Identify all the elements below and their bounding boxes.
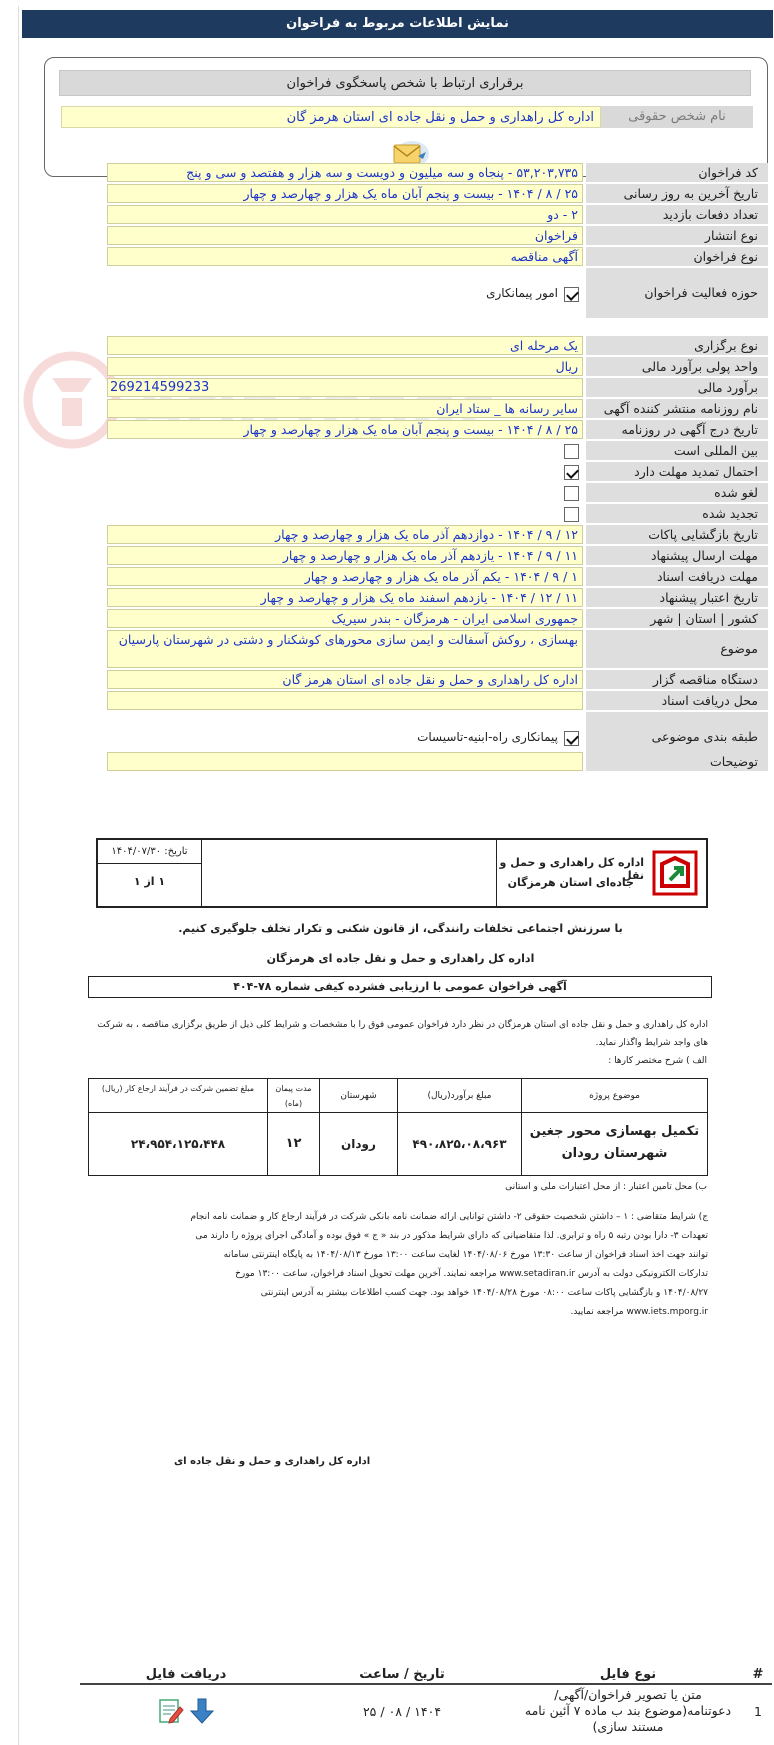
row-currency: [107, 357, 768, 376]
currency-value: ریال: [107, 357, 583, 376]
doc-section-b: ب) محل تامین اعتبار : از محل اعتبارات ملی و استانی: [505, 1182, 707, 1192]
description-value: [107, 752, 583, 771]
row-extension: [107, 462, 768, 481]
table-cell-guarantee: ۲۴،۹۵۴،۱۲۵،۴۴۸: [130, 1137, 226, 1151]
page-header: [22, 10, 773, 38]
files-table: [80, 1665, 772, 1737]
category-label: طبقه بندی موضوعی: [586, 712, 768, 762]
contact-heading: برقراری ارتباط با شخص پاسخگوی فراخوان: [59, 70, 751, 96]
person-value: اداره کل راهداری و حمل و نقل جاده ای استان هرمز گان: [61, 106, 601, 128]
activity-value-wrap: [107, 268, 583, 318]
files-header-date: تاریخ / ساعت: [359, 1667, 445, 1682]
file-row-num: 1: [754, 1703, 762, 1719]
organizer-value: اداره کل راهداری و حمل و نقل جاده ای استان هرمز گان: [107, 670, 583, 689]
holding-type-label: نوع برگزاری: [586, 336, 768, 355]
newspaper-date-label: تاریخ درج آگهی در روزنامه: [586, 420, 768, 439]
row-organizer: [107, 670, 768, 689]
doc-place-value: [107, 691, 583, 710]
activity-label: حوزه فعالیت فراخوان: [586, 268, 768, 318]
row-holding-type: [107, 336, 768, 355]
organizer-label: دستگاه مناقصه گزار: [586, 670, 768, 689]
files-header-row: [80, 1665, 772, 1685]
location-value: جمهوری اسلامی ایران - هرمزگان - بندر سیریک: [107, 609, 583, 628]
newspaper-date-value: ۲۵ / ۸ / ۱۴۰۴ - بیست و پنجم آبان ماه یک هزار و چهارصد و چهار: [107, 420, 583, 439]
doc-intro: اداره کل راهداری و حمل و نقل جاده ای استان هرمزگان در نظر دارد فراخوان عمومی فوق را با مشخصات و شرایط کلی ذیل از طریق برگزاری مناقصه ، به شرکت های واجد شرایط واگذار نماید.: [97, 1020, 708, 1048]
doc-signature: اداره کل راهداری و حمل و نقل جاده ای: [174, 1456, 371, 1467]
code-label: کد فراخوان: [586, 163, 768, 182]
table-header-city: شهرستان: [320, 1079, 397, 1113]
row-publish-count: [107, 205, 768, 224]
doc-org-title: اداره کل راهداری و حمل و نقل جاده ای هرمزگان: [266, 952, 535, 965]
file-row: [80, 1685, 772, 1737]
table-header-estimate: مبلغ برآورد(ریال): [398, 1079, 521, 1113]
doc-ad-title: آگهی فراخوان عمومی با ارزیابی فشرده کیفی شماره ۷۸-۴۰۴: [88, 976, 712, 998]
row-code: [107, 163, 768, 182]
doc-section-c-line-6: www.iets.mporg.ir مراجعه نمایید.: [570, 1307, 708, 1317]
doc-section-c-line-5: ۱۴۰۴/۰۸/۲۷ و بازگشایی پاکات ساعت ۰۸:۰۰ مورخ ۱۴۰۴/۰۸/۲۸ خواهد بود. جهت کسب اطلاعات بیشتر به آدرس اینترنتی: [260, 1288, 708, 1298]
doc-header-box: [96, 838, 708, 908]
doc-date: تاریخ: ۱۴۰۴/۰۷/۳۰: [98, 840, 201, 864]
subject-value: بهسازی ، روکش آسفالت و ایمن سازی محورهای کوشکنار و دشتی در شهرستان پارسیان: [107, 630, 583, 668]
announcement-document: [84, 830, 717, 1470]
doc-section-c-line-2: تعهدات ۳- دارا بودن رتبه ۵ راه و ترابری. لذا متقاضیانی که دارای شرایط مذکور در بند « ج » فوق بوده و آمادگی اجرای پروژه را دارند می: [195, 1231, 708, 1241]
row-cancelled: [107, 483, 768, 502]
holding-type-value: یک مرحله ای: [107, 336, 583, 355]
extension-label: احتمال تمدید مهلت دارد: [586, 462, 768, 481]
publish-type-label: نوع انتشار: [586, 226, 768, 245]
extension-checkbox[interactable]: [564, 465, 579, 480]
document-edit-icon[interactable]: [156, 1697, 184, 1725]
table-header-guarantee: مبلغ تضمین شرکت در فرآیند ارجاع کار (ریال): [89, 1079, 267, 1113]
row-newspaper: [107, 399, 768, 418]
renewed-checkbox[interactable]: [564, 507, 579, 522]
row-subject: [107, 630, 768, 668]
call-type-label: نوع فراخوان: [586, 247, 768, 266]
envelope-open-value: ۱۲ / ۹ / ۱۴۰۴ - دوازدهم آذر ماه یک هزار و چهارصد و چهار: [107, 525, 583, 544]
row-newspaper-date: [107, 420, 768, 439]
envelope-open-label: تاریخ بازگشایی پاکات: [586, 525, 768, 544]
page-title: نمایش اطلاعات مربوط به فراخوان: [286, 16, 509, 31]
download-arrow-icon[interactable]: [188, 1697, 216, 1725]
doc-section-c-line-4: تدارکات الکترونیکی دولت به آدرس www.setadiran.ir مراجعه نمایند. آخرین مهلت تحویل اسناد فراخوان، ساعت ۱۳:۰۰ مورخ: [235, 1269, 708, 1279]
table-cell-city: رودان: [341, 1137, 376, 1151]
last-update-label: تاریخ آخرین به روز رسانی: [586, 184, 768, 203]
ministry-logo-icon: [652, 850, 698, 896]
table-header-subject: موضوع پروژه: [522, 1079, 707, 1113]
renewed-label: تجدید شده: [586, 504, 768, 523]
file-row-date: ۱۴۰۴ / ۰۸ / ۲۵: [362, 1703, 442, 1719]
offer-deadline-label: مهلت ارسال پیشنهاد: [586, 546, 768, 565]
doc-deadline-value: ۱ / ۹ / ۱۴۰۴ - یکم آذر ماه یک هزار و چهارصد و چهار: [107, 567, 583, 586]
row-estimate: [107, 378, 768, 397]
row-validity: [107, 588, 768, 607]
validity-label: تاریخ اعتبار پیشنهاد: [586, 588, 768, 607]
row-description: [107, 752, 768, 771]
doc-section-c-line-3: توانند جهت اخذ اسناد فراخوان از ساعت ۱۳:۳۰ مورخ ۱۴۰۴/۰۸/۰۶ لغایت ساعت ۱۳:۰۰ مورخ ۱۴۰۴/۰۸/۱۳ به پایگاه اینترنتی سامانه: [223, 1250, 708, 1260]
row-renewed: [107, 504, 768, 523]
publish-count-label: تعداد دفعات بازدید: [586, 205, 768, 224]
location-label: کشور | استان | شهر: [586, 609, 768, 628]
offer-deadline-value: ۱۱ / ۹ / ۱۴۰۴ - یازدهم آذر ماه یک هزار و چهارصد و چهار: [107, 546, 583, 565]
doc-project-table: [88, 1078, 708, 1176]
doc-page-number: ۱ از ۱: [133, 875, 166, 888]
publish-count-value: ۲ - دو: [107, 205, 583, 224]
table-header-duration: مدت پیمان (ماه): [268, 1079, 319, 1113]
doc-section-a: الف ) شرح مختصر کارها :: [608, 1056, 707, 1066]
row-activity: [107, 268, 768, 318]
category-value: پیمانکاری راه-ابنیه-تاسیسات: [417, 730, 558, 744]
row-publish-type: [107, 226, 768, 245]
cancelled-label: لغو شده: [586, 483, 768, 502]
file-row-type: متن یا تصویر فراخوان/آگهی/دعوتنامه(موضوع بند ب ماده ۷ آئین نامه مستند سازی): [524, 1687, 732, 1734]
table-cell-duration: ۱۲: [285, 1136, 302, 1151]
row-call-type: [107, 247, 768, 266]
description-label: توضیحات: [586, 752, 768, 771]
table-cell-subject: تکمیل بهسازی محور جغین شهرستان رودان: [529, 1124, 700, 1161]
person-label: نام شخص حقوقی: [601, 106, 753, 128]
currency-label: واحد پولی برآورد مالی: [586, 357, 768, 376]
international-checkbox[interactable]: [564, 444, 579, 459]
table-cell-estimate: ۴۹۰،۸۲۵،۰۸،۹۶۳: [412, 1137, 507, 1151]
newspaper-label: نام روزنامه منتشر کننده آگهی: [586, 399, 768, 418]
row-offer-deadline: [107, 546, 768, 565]
doc-place-label: محل دریافت اسناد: [586, 691, 768, 710]
files-header-download: دریافت فایل: [145, 1667, 227, 1682]
validity-value: ۱۱ / ۱۲ / ۱۴۰۴ - یازدهم اسفند ماه یک هزار و چهارصد و چهار: [107, 588, 583, 607]
row-doc-place: [107, 691, 768, 710]
estimate-value: 269214599233: [107, 378, 583, 397]
cancelled-checkbox[interactable]: [564, 486, 579, 501]
doc-section-c: [88, 1208, 708, 1322]
contact-panel: [44, 57, 768, 177]
row-location: [107, 609, 768, 628]
activity-value: امور پیمانکاری: [486, 286, 558, 300]
activity-checkbox[interactable]: [564, 287, 579, 302]
row-doc-deadline: [107, 567, 768, 586]
row-envelope-open: [107, 525, 768, 544]
row-international: [107, 441, 768, 460]
international-label: بین المللی است: [586, 441, 768, 460]
doc-org-name-1: اداره کل راهداری و حمل و نقل: [499, 856, 644, 882]
subject-label: موضوع: [586, 630, 768, 668]
code-value: ۵۳,۲۰۳,۷۳۵ - پنجاه و سه میلیون و دویست و سه هزار و هفتصد و سی و پنج: [107, 163, 583, 182]
estimate-label: برآورد مالی: [586, 378, 768, 397]
doc-deadline-label: مهلت دریافت اسناد: [586, 567, 768, 586]
doc-org-name-2: جاده‌ای استان هرمزگان: [507, 876, 634, 889]
publish-type-value: فراخوان: [107, 226, 583, 245]
call-type-value: آگهی مناقصه: [107, 247, 583, 266]
doc-slogan: با سرزنش اجتماعی تخلفات رانندگی، از قانون شکنی و تکرار تخلف جلوگیری کنیم.: [178, 922, 623, 935]
files-header-type: نوع فایل: [599, 1667, 657, 1682]
row-last-update: [107, 184, 768, 203]
category-checkbox[interactable]: [564, 731, 579, 746]
newspaper-value: سایر رسانه ها _ ستاد ایران: [107, 399, 583, 418]
last-update-value: ۲۵ / ۸ / ۱۴۰۴ - بیست و پنجم آبان ماه یک هزار و چهارصد و چهار: [107, 184, 583, 203]
files-header-num: #: [752, 1667, 764, 1682]
doc-section-c-line-1: ج) شرایط متقاضی : ۱ – داشتن شخصیت حقوقی ۲- داشتن توانایی ارائه ضمانت نامه بانکی شرکت در فرآیند ارجاع کار و ضمانت نامه انجام: [190, 1212, 708, 1222]
